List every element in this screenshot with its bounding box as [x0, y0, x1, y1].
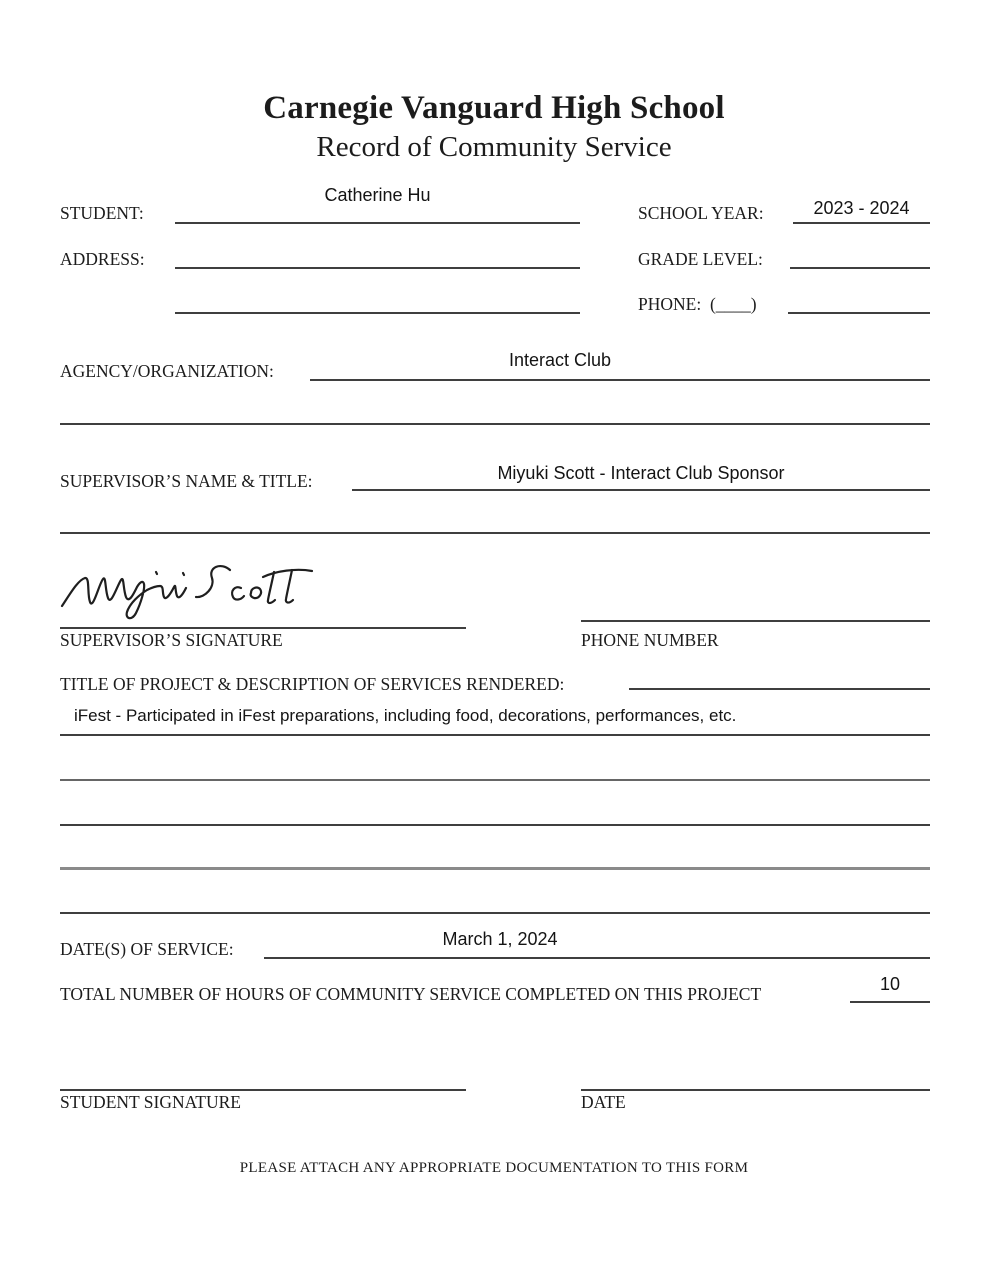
address-field-line-2[interactable] [175, 312, 580, 314]
address-label: ADDRESS: [60, 249, 145, 269]
student-field-line[interactable] [175, 222, 580, 224]
date-label: DATE [581, 1092, 626, 1112]
address-field-line-1[interactable] [175, 267, 580, 269]
agency-value[interactable]: Interact Club [508, 350, 612, 370]
footer-note: PLEASE ATTACH ANY APPROPRIATE DOCUMENTATION TO THIS FORM [239, 1160, 749, 1176]
project-field-line-6[interactable] [60, 912, 930, 914]
project-description-value[interactable]: iFest - Participated in iFest preparations, including food, decorations, performances, etc. [74, 706, 737, 725]
project-field-line-5[interactable] [60, 867, 930, 870]
phone-number-line[interactable] [581, 620, 930, 622]
total-hours-value[interactable]: 10 [879, 974, 901, 994]
phone-number-label: PHONE NUMBER [581, 630, 719, 650]
student-label: STUDENT: [60, 203, 144, 223]
project-field-line-2[interactable] [60, 734, 930, 736]
form-subtitle: Record of Community Service [316, 131, 672, 163]
supervisor-name-title-field-line[interactable] [352, 489, 930, 491]
supervisor-name-title-value[interactable]: Miyuki Scott - Interact Club Sponsor [497, 463, 785, 483]
grade-level-label: GRADE LEVEL: [638, 249, 763, 269]
supervisor-name-title-field-line-2[interactable] [60, 532, 930, 534]
supervisor-signature-line[interactable] [60, 627, 466, 629]
total-hours-field-line[interactable] [850, 1001, 930, 1003]
project-field-line-4[interactable] [60, 824, 930, 826]
project-field-line-1[interactable] [629, 688, 930, 690]
supervisor-signature-image [58, 558, 338, 624]
student-signature-label: STUDENT SIGNATURE [60, 1092, 241, 1112]
agency-field-line[interactable] [310, 379, 930, 381]
date-line[interactable] [581, 1089, 930, 1091]
phone-area-code-blank[interactable]: (____) [709, 294, 757, 314]
dates-of-service-value[interactable]: March 1, 2024 [442, 929, 558, 949]
project-label: TITLE OF PROJECT & DESCRIPTION OF SERVICES RENDERED: [60, 674, 565, 694]
school-year-value[interactable]: 2023 - 2024 [813, 198, 910, 218]
student-name-value[interactable]: Catherine Hu [324, 185, 431, 205]
form-title: Carnegie Vanguard High School [263, 90, 725, 126]
agency-label: AGENCY/ORGANIZATION: [60, 361, 274, 381]
school-year-field-line[interactable] [793, 222, 930, 224]
school-year-label: SCHOOL YEAR: [638, 203, 764, 223]
phone-field-line[interactable] [788, 312, 930, 314]
supervisor-signature-label: SUPERVISOR’S SIGNATURE [60, 630, 283, 650]
total-hours-label: TOTAL NUMBER OF HOURS OF COMMUNITY SERVICE COMPLETED ON THIS PROJECT [60, 984, 762, 1004]
project-field-line-3[interactable] [60, 779, 930, 781]
supervisor-name-title-label: SUPERVISOR’S NAME & TITLE: [60, 471, 313, 491]
grade-level-field-line[interactable] [790, 267, 930, 269]
agency-field-line-2[interactable] [60, 423, 930, 425]
dates-of-service-label: DATE(S) OF SERVICE: [60, 939, 234, 959]
phone-label: PHONE: (____) [638, 294, 757, 314]
dates-of-service-field-line[interactable] [264, 957, 930, 959]
student-signature-line[interactable] [60, 1089, 466, 1091]
